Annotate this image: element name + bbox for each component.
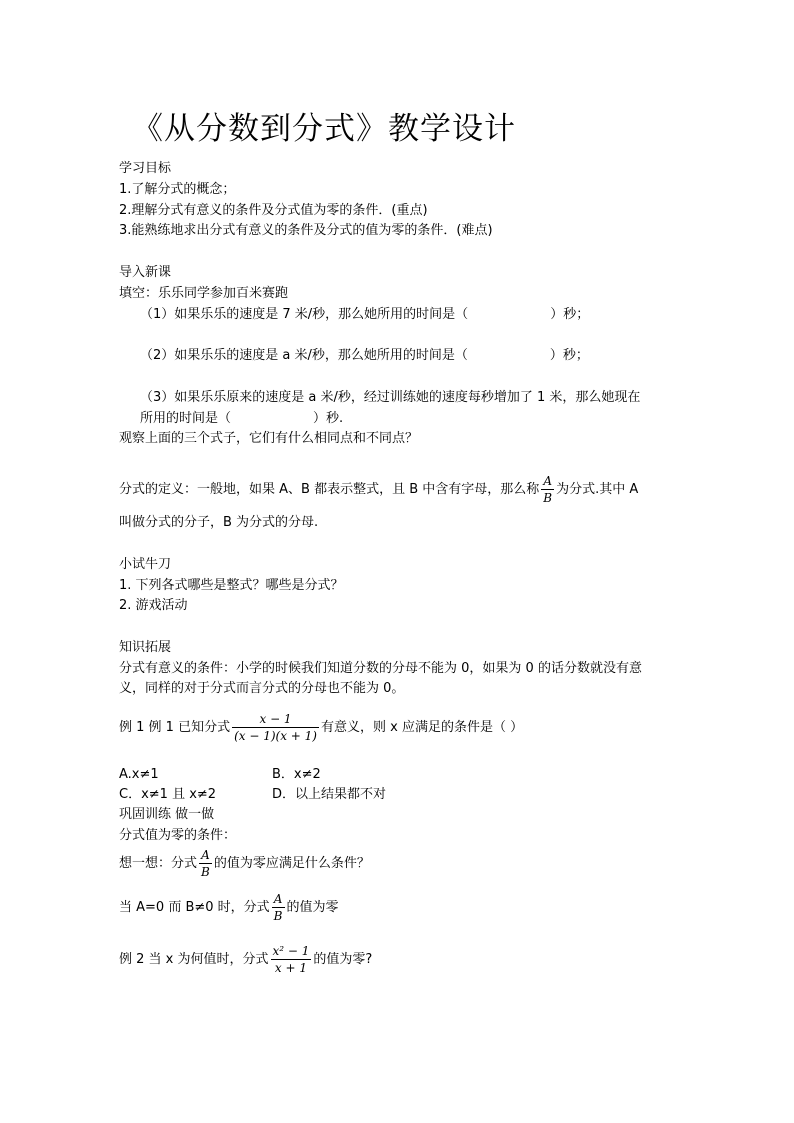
zero-heading: 分式值为零的条件： (119, 828, 237, 843)
definition-line2: 叫做分式的分子，B 为分式的分母. (119, 515, 319, 530)
extend-line2: 义，同样的对于分式而言分式的分母也不能为 0。 (119, 681, 405, 696)
fraction-numerator: x² − 1 (272, 944, 310, 958)
think-question (119, 846, 370, 882)
example-1 (119, 710, 523, 746)
fraction-denominator: B (543, 491, 553, 505)
fraction-a-over-b (272, 891, 285, 924)
fraction-numerator: A (201, 848, 210, 862)
fill-prompt: 填空：乐乐同学参加百米赛跑 (119, 286, 289, 301)
question-1-text: （1）如果乐乐的速度是 7 米/秒，那么她所用的时间是（ (140, 307, 469, 322)
question-1-unit: ）秒； (550, 307, 590, 322)
option-c: C．x≠1 且 x≠2 (119, 787, 217, 802)
question-3-line2 (140, 410, 343, 428)
trial-item: 2. 游戏活动 (119, 598, 188, 613)
extend-line1: 分式有意义的条件：小学的时候我们知道分数的分母不能为 0，如果为 0 的话分数就没有意 (119, 661, 642, 676)
fraction-a-over-b (541, 473, 554, 506)
definition-text: 分式的定义：一般地，如果 A、B 都表示整式，且 B 中含有字母，那么称 (119, 482, 540, 497)
zero-condition (119, 890, 339, 926)
question-2-text: （2）如果乐乐的速度是 a 米/秒，那么她所用的时间是（ (140, 348, 468, 363)
example-2 (119, 942, 372, 978)
option-d: D．以上结果都不对 (272, 787, 387, 802)
example-2-fraction (271, 943, 312, 976)
fraction-numerator: x − 1 (259, 712, 292, 726)
question-3-text: 所用的时间是（ (140, 411, 232, 426)
question-2 (140, 347, 589, 365)
option-a: A.x≠1 (119, 767, 159, 782)
zero-condition-text: 当 A=0 而 B≠0 时，分式 (119, 900, 270, 915)
zero-condition-text: 的值为零 (286, 900, 339, 915)
option-b: B．x≠2 (272, 767, 321, 782)
goals-heading: 学习目标 (119, 161, 172, 176)
trial-heading: 小试牛刀 (119, 557, 172, 572)
fraction-numerator: A (273, 892, 283, 906)
example-2-prefix: 例 2 当 x 为何值时，分式 (119, 952, 269, 967)
example-1-suffix: 有意义，则 x 应满足的条件是（ ） (320, 720, 524, 735)
think-text: 想一想：分式 (119, 856, 198, 871)
definition-text: 为分式.其中 A (556, 482, 639, 497)
fraction-numerator: A (543, 474, 553, 488)
fraction-a-over-b (199, 847, 212, 880)
goal-item: 1.了解分式的概念； (119, 182, 236, 197)
question-1 (140, 306, 589, 324)
intro-heading: 导入新课 (119, 265, 172, 280)
fraction-denominator: x + 1 (271, 959, 312, 976)
extend-heading: 知识拓展 (119, 640, 172, 655)
think-text: 的值为零应满足什么条件？ (213, 856, 370, 871)
fraction-denominator: B (201, 865, 210, 879)
goal-item: 3.能熟练地求出分式有意义的条件及分式的值为零的条件．(难点) (119, 223, 493, 238)
fraction-denominator: (x − 1)(x + 1) (234, 729, 317, 743)
example-1-fraction (232, 711, 319, 744)
fraction-denominator: B (273, 909, 283, 923)
question-2-unit: ）秒； (549, 348, 589, 363)
observe-question: 观察上面的三个式子，它们有什么相同点和不同点？ (119, 431, 419, 446)
practice-heading: 巩固训练 做一做 (119, 807, 215, 822)
question-3-line1: （3）如果乐乐原来的速度是 a 米/秒，经过训练她的速度每秒增加了 1 米，那么她现在 (140, 390, 641, 405)
trial-item: 1. 下列各式哪些是整式？哪些是分式？ (119, 578, 344, 593)
question-3-unit: ）秒. (313, 411, 344, 426)
example-1-prefix: 例 1 例 1 已知分式 (119, 720, 231, 735)
goal-item: 2.理解分式有意义的条件及分式值为零的条件．(重点) (119, 203, 428, 218)
example-2-suffix: 的值为零? (313, 952, 373, 967)
definition-line1 (119, 472, 638, 508)
document-title: 《从分数到分式》教学设计 (132, 111, 516, 147)
